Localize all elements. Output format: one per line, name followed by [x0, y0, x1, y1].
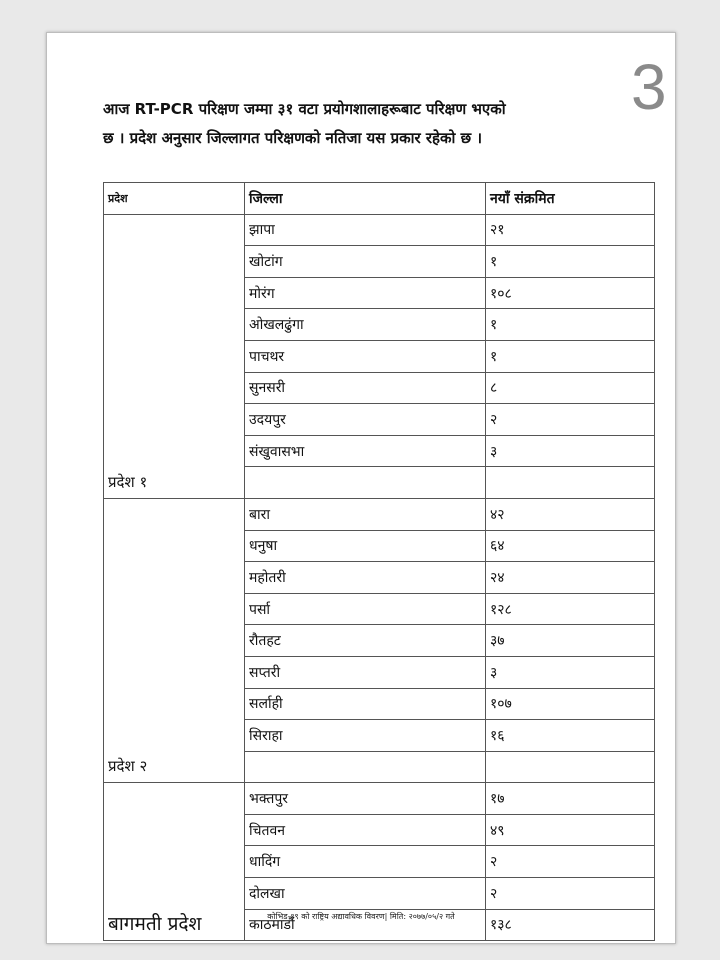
district-name: मोरंग — [245, 277, 486, 309]
province-name: प्रदेश २ — [104, 498, 245, 782]
new-cases-count: ३७ — [486, 625, 655, 657]
district-name: खोटांग — [245, 246, 486, 278]
new-cases-count: १०८ — [486, 277, 655, 309]
table-header-row — [104, 183, 655, 215]
district-name: काठमाडौं — [245, 909, 486, 941]
new-cases-count: १ — [486, 246, 655, 278]
new-cases-count: ३ — [486, 656, 655, 688]
district-name: उदयपुर — [245, 404, 486, 436]
district-name: ओखलढुंगा — [245, 309, 486, 341]
header-province: प्रदेश — [104, 183, 245, 215]
province-name: प्रदेश १ — [104, 214, 245, 498]
new-cases-count: १६ — [486, 720, 655, 752]
blank-cell — [486, 467, 655, 499]
blank-cell — [245, 751, 486, 783]
new-cases-count: ६४ — [486, 530, 655, 562]
district-name: पाचथर — [245, 340, 486, 372]
new-cases-count: १ — [486, 309, 655, 341]
district-name: झापा — [245, 214, 486, 246]
district-cases-table — [103, 182, 655, 941]
district-name: रौतहट — [245, 625, 486, 657]
blank-cell — [245, 467, 486, 499]
new-cases-count: ८ — [486, 372, 655, 404]
district-name: सर्लाही — [245, 688, 486, 720]
new-cases-count: २ — [486, 404, 655, 436]
district-name: बारा — [245, 498, 486, 530]
footer-note: कोभिड-१९ को राष्ट्रिय अद्यावधिक विवरण| मिति: २०७७/०५/२ गते — [267, 912, 455, 921]
new-cases-count: ४९ — [486, 814, 655, 846]
district-name: महोतरी — [245, 562, 486, 594]
district-name: संखुवासभा — [245, 435, 486, 467]
new-cases-count: १२८ — [486, 593, 655, 625]
new-cases-count: १३८ — [486, 909, 655, 941]
new-cases-count: १०७ — [486, 688, 655, 720]
header-district: जिल्ला — [245, 183, 486, 215]
district-name: भक्तपुर — [245, 783, 486, 815]
district-name: सिराहा — [245, 720, 486, 752]
report-heading — [103, 95, 643, 153]
table-row — [104, 214, 655, 246]
district-name: पर्सा — [245, 593, 486, 625]
new-cases-count: २ — [486, 878, 655, 910]
heading-line-2: छ । प्रदेश अनुसार जिल्लागत परिक्षणको नतिजा यस प्रकार रहेको छ । — [103, 129, 483, 147]
district-name: सप्तरी — [245, 656, 486, 688]
blank-cell — [486, 751, 655, 783]
new-cases-count: ४२ — [486, 498, 655, 530]
table-row — [104, 783, 655, 815]
page-number: 3 — [631, 51, 667, 123]
new-cases-count: १ — [486, 340, 655, 372]
district-name: सुनसरी — [245, 372, 486, 404]
new-cases-count: १७ — [486, 783, 655, 815]
document-page — [46, 32, 676, 944]
district-name: धादिंग — [245, 846, 486, 878]
district-name: धनुषा — [245, 530, 486, 562]
province-name: बागमती प्रदेश — [104, 783, 245, 941]
new-cases-count: ३ — [486, 435, 655, 467]
heading-line-1: आज RT-PCR परिक्षण जम्मा ३१ वटा प्रयोगशालाहरूबाट परिक्षण भएको — [103, 100, 506, 118]
table-row — [104, 498, 655, 530]
district-name: चितवन — [245, 814, 486, 846]
header-new-cases: नयाँ संक्रमित — [486, 183, 655, 215]
district-name: दोलखा — [245, 878, 486, 910]
new-cases-count: २ — [486, 846, 655, 878]
new-cases-count: २४ — [486, 562, 655, 594]
new-cases-count: २१ — [486, 214, 655, 246]
